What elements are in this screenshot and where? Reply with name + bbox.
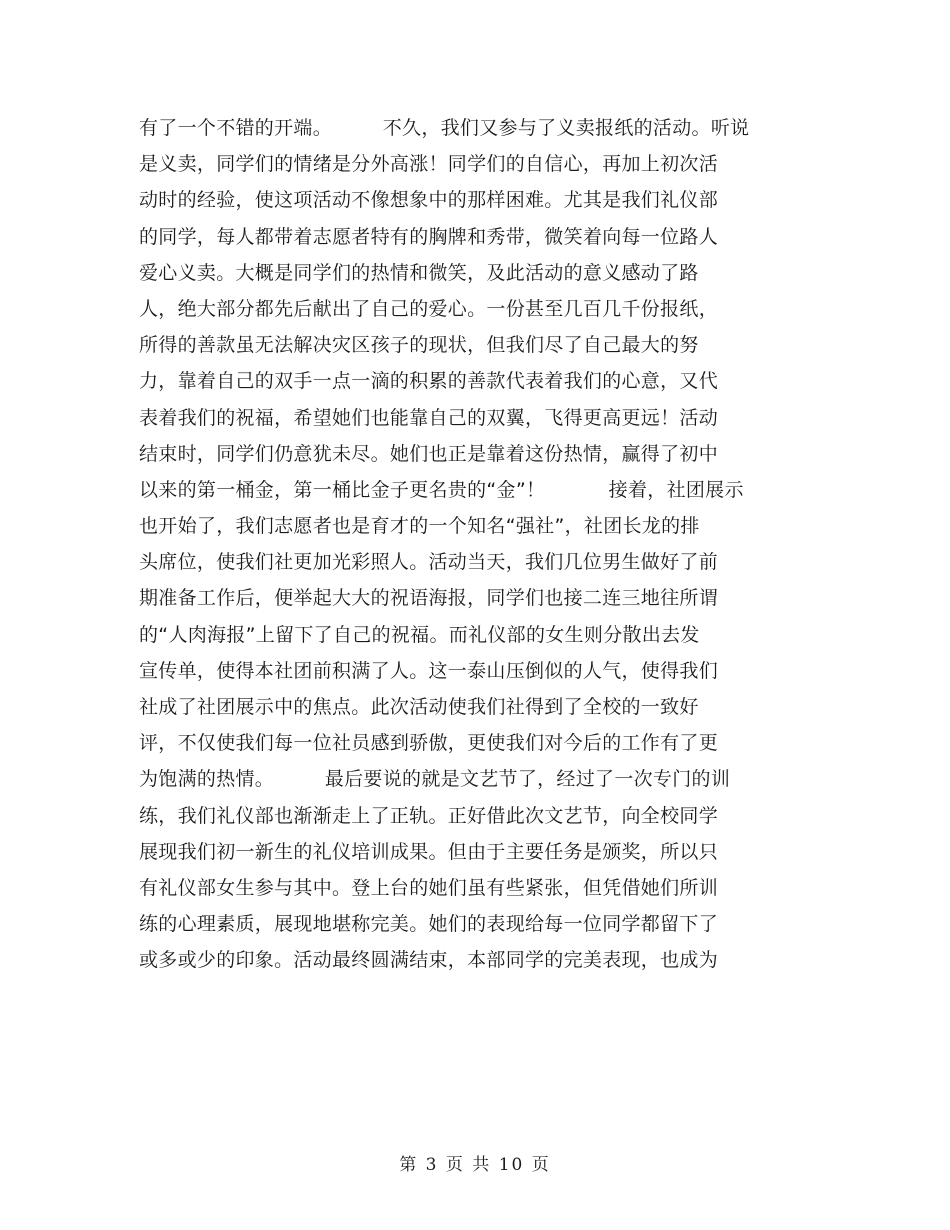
text-line: 评，不仅使我们每一位社员感到骄傲，更使我们对今后的工作有了更 xyxy=(139,732,719,755)
text-line: 力，靠着自己的双手一点一滴的积累的善款代表着我们的心意，又代 xyxy=(139,370,719,393)
text-line: 展现我们初一新生的礼仪培训成果。但由于主要任务是颁奖，所以只 xyxy=(139,840,719,863)
text-line: 表着我们的祝福，希望她们也能靠自己的双翼，飞得更高更远！活动 xyxy=(139,406,719,429)
text-line: 是义卖，同学们的情绪是分外高涨！同学们的自信心，再加上初次活 xyxy=(139,153,719,176)
text-line: 或多或少的印象。活动最终圆满结束，本部同学的完美表现，也成为 xyxy=(139,949,719,972)
body-text xyxy=(139,110,799,979)
text-line: 的同学，每人都带着志愿者特有的胸牌和秀带，微笑着向每一位路人 xyxy=(139,225,719,248)
text-line: 所得的善款虽无法解决灾区孩子的现状，但我们尽了自己最大的努 xyxy=(139,334,699,357)
text-line: 头席位，使我们社更加光彩照人。活动当天，我们几位男生做好了前 xyxy=(139,551,719,574)
text-line: 社成了社团展示中的焦点。此次活动使我们社得到了全校的一致好 xyxy=(139,696,699,718)
text-line: 为饱满的热情。 最后要说的就是文艺节了，经过了一次专门的训 xyxy=(139,768,731,791)
text-line: 以来的第一桶金，第一桶比金子更名贵的“金”！ 接着，社团展示 xyxy=(139,478,744,501)
text-line: 期准备工作后，便举起大大的祝语海报，同学们也接二连三地往所谓 xyxy=(139,587,719,610)
text-line: 有了一个不错的开端。 不久，我们又参与了义卖报纸的活动。听说 xyxy=(139,117,750,139)
text-line: 也开始了，我们志愿者也是育才的一个知名“强社”，社团长龙的排 xyxy=(139,515,700,538)
text-line: 宣传单，使得本社团前积满了人。这一泰山压倒似的人气，使得我们 xyxy=(139,659,719,682)
text-line: 的“人肉海报”上留下了自己的祝福。而礼仪部的女生则分散出去发 xyxy=(139,623,700,646)
text-line: 练，我们礼仪部也渐渐走上了正轨。正好借此次文艺节，向全校同学 xyxy=(139,804,719,827)
text-line: 动时的经验，使这项活动不像想象中的那样困难。尤其是我们礼仪部 xyxy=(139,189,719,212)
page-footer: 第 3 页 共 10 页 xyxy=(399,1155,551,1175)
text-line: 爱心义卖。大概是同学们的热情和微笑，及此活动的意义感动了路 xyxy=(139,261,699,284)
text-line: 结束时，同学们仍意犹未尽。她们也正是靠着这份热情，赢得了初中 xyxy=(139,442,719,465)
text-line: 人，绝大部分都先后献出了自己的爱心。一份甚至几百几千份报纸， xyxy=(139,297,719,320)
text-line: 有礼仪部女生参与其中。登上台的她们虽有些紧张，但凭借她们所训 xyxy=(139,876,719,899)
text-line: 练的心理素质，展现地堪称完美。她们的表现给每一位同学都留下了 xyxy=(139,913,719,936)
